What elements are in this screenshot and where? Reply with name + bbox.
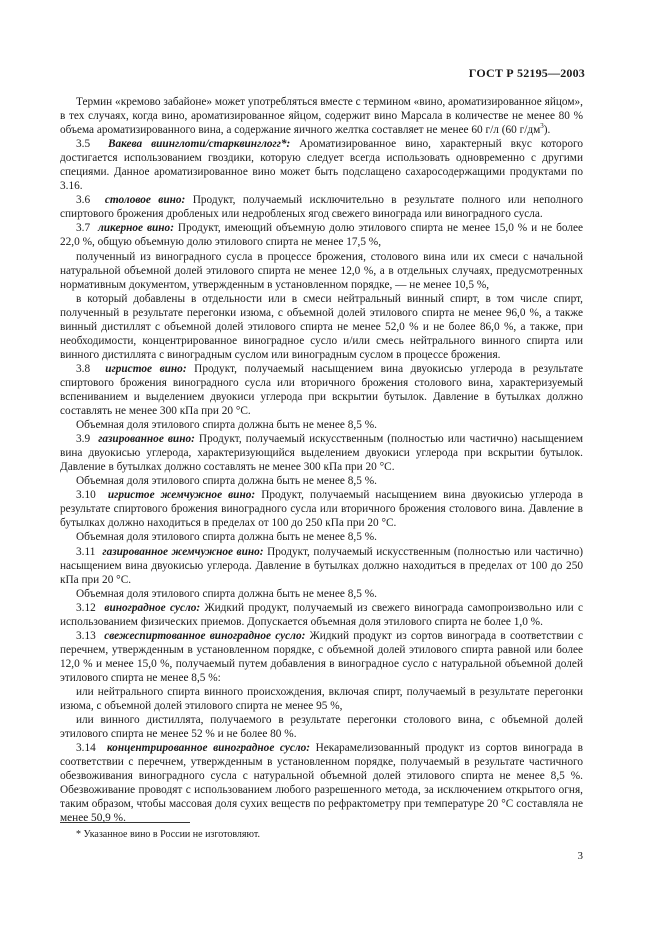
clause-3-10 [60, 488, 583, 530]
clause-number: 3.7 [76, 222, 98, 235]
paragraph [60, 95, 583, 137]
clause-number: 3.9 [76, 433, 99, 446]
defined-term: игристое вино: [105, 362, 187, 375]
paragraph-text: Термин «кремово забайоне» может употребляться вместе с термином «вино, ароматизированное яйцом», в тех случаях, когда вино, ароматизированное яйцом, содержит вино Марсала в количестве не менее 80 % объема ароматизированного вина, а содержание яичного желтка составляет не менее 60 г/л (60 г/дм [60, 96, 583, 137]
paragraph-text: Продукт, получаемый насыщением вина двуокисью углерода в результате спиртового брожения виноградного сусла или вторичного брожения столового вина, характеризуемый вспениванием и выделением двуокиси углерода при вскрытии бутылок. Давление в бутылках должно составлять не менее 300 кПа при 20 °С. [60, 362, 583, 418]
clause-3-5 [60, 137, 583, 193]
paragraph-text: Жидкий продукт из сортов винограда в соответствии с перечнем, утвержденным в установленном порядке, с объемной долей этилового спирта равной или более 12,0 % и менее 15,0 %, получаемый путем добавления в виноградное сусло с натуральной объемной долей этилового спирта не менее 8,5 %: [60, 629, 583, 684]
paragraph [60, 292, 583, 362]
defined-term: Вакева виинглоти/старквинглогг*: [107, 138, 291, 151]
clause-number: 3.5 [76, 138, 108, 151]
paragraph-text: полученный из виноградного сусла в процессе брожения, столового вина или их смеси с начальной натуральной объемной долей этилового спирта не менее 12,0 %, а в отдельных случаях, предусмотренных нормативным документом, утвержденным в установленном порядке, — не менее 10,5 %, [60, 250, 583, 291]
paragraph [60, 418, 583, 432]
paragraph-text: Продукт, получаемый искусственным (полностью или частично) насыщением вина двуокисью углерода, характеризующийся выделением двуокиси углерода при вскрытии бутылок. Давление в бутылках должно составлять не менее 300 кПа при 20 °С. [60, 433, 584, 474]
footnote-separator [60, 822, 190, 823]
paragraph-text: Некарамелизованный продукт из сортов винограда в соответствии с перечнем, утвержденным в установленном порядке, получаемый в результате частичного обезвоживания виноградного сусла с натуральной объемной долей этилового спирта не менее 8,5 %. Обезвоживание проводят с использованием любого разрешенного метода, за исключением открытого огня, таким образом, чтобы массовая доля сухих веществ по рефрактометру при температуре 20 °С составляла не менее 50,9 %. [60, 742, 583, 825]
defined-term: газированное жемчужное вино: [102, 545, 264, 558]
paragraph [60, 474, 583, 488]
superscript: 3 [540, 122, 544, 131]
clause-3-11 [60, 545, 583, 587]
paragraph [60, 713, 583, 741]
defined-term: газированное вино: [98, 433, 195, 446]
paragraph-text: Продукт, получаемый исключительно в результате полного или неполного спиртового брожения дробленых или недробленых ягод свежего винограда или виноградного сусла. [60, 194, 583, 221]
clause-number: 3.10 [76, 489, 108, 502]
paragraph-text: Объемная доля этилового спирта должна быть не менее 8,5 %. [76, 531, 377, 544]
paragraph [60, 685, 583, 713]
clause-number: 3.14 [76, 742, 107, 755]
defined-term: концентрированное виноградное сусло: [106, 742, 311, 755]
paragraph-text: Продукт, получаемый насыщением вина двуокисью углерода в результате спиртового брожения виноградного сусла или вторичного брожения столового вина. Давление в бутылках должно находиться в пределах от 100 до 250 кПа при 20 °С. [60, 489, 583, 530]
clause-number: 3.13 [76, 629, 105, 642]
clause-3-8 [60, 362, 583, 418]
paragraph-text: Продукт, получаемый искусственным (полностью или частично) насыщением вина двуокисью углерода. Давление в бутылках должно находиться в пределах от 100 до 250 кПа при 20 °С. [60, 545, 583, 586]
paragraph-text: Объемная доля этилового спирта должна быть не менее 8,5 %. [76, 419, 377, 432]
clause-number: 3.8 [76, 362, 106, 375]
paragraph-text: или винного дистиллята, получаемого в результате перегонки столового вина, с объемной долей этилового спирта не менее 52 % и не более 80 %. [60, 714, 583, 741]
paragraph-text: Объемная доля этилового спирта должна быть не менее 8,5 %. [76, 587, 377, 600]
clause-number: 3.6 [76, 194, 105, 207]
defined-term: виноградное сусло: [104, 601, 201, 614]
page-number: 3 [577, 850, 583, 862]
paragraph [60, 250, 583, 292]
paragraph-text: Объемная доля этилового спирта должна быть не менее 8,5 %. [76, 475, 377, 488]
main-text [60, 95, 583, 825]
clause-3-14 [60, 741, 583, 825]
paragraph-tail: ). [543, 124, 551, 137]
paragraph-text: Ароматизированное вино, характерный вкус которого достигается использованием гвоздики, которую следует всегда использовать одновременно с другими специями. Данное ароматизированное вино может быть подслащено сахаросодержащими продуктами по 3.16. [60, 138, 584, 193]
clause-3-12 [60, 601, 583, 629]
clause-3-13 [60, 629, 583, 685]
paragraph-text: Продукт, имеющий объемную долю этилового спирта не менее 15,0 % и не более 22,0 %, общую объемную долю этилового спирта не менее 17,5 %, [60, 222, 583, 249]
paragraph [60, 530, 583, 544]
footnote: * Указанное вино в России не изготовляют. [76, 829, 260, 840]
clause-3-9 [60, 432, 583, 474]
clause-number: 3.11 [76, 545, 103, 558]
paragraph-text: или нейтрального спирта винного происхождения, включая спирт, получаемый в результате перегонки изюма, с объемной долей этилового спирта не менее 95 %, [60, 685, 583, 713]
clause-3-7 [60, 221, 583, 249]
defined-term: свежеспиртованное виноградное сусло: [104, 629, 306, 642]
paragraph-text: Жидкий продукт, получаемый из свежего винограда самопроизвольно или с использованием физических приемов. Допускается объемная доля этилового спирта не более 1,0 %. [60, 601, 583, 628]
paragraph [60, 587, 583, 601]
clause-3-6 [60, 193, 583, 221]
defined-term: ликерное вино: [97, 222, 174, 235]
defined-term: столовое вино: [104, 194, 186, 207]
clause-number: 3.12 [76, 601, 105, 614]
defined-term: игристое жемчужное вино: [107, 489, 256, 502]
paragraph-text: в который добавлены в отдельности или в смеси нейтральный винный спирт, в том числе спирт, полученный в результате перегонки изюма, с объемной долей этилового спирта не менее 96,0 %, а также винный дистиллят с объемной долей этилового спирта не менее 52,0 % и не более 86,0 %, а также, при необходимости, концентрированное виноградное сусло и/или смесь нейтрального винного спирта или винного дистиллята с виноградным суслом или виноградным суслом в процессе брожения. [60, 292, 583, 361]
document-id-header: ГОСТ Р 52195—2003 [468, 66, 585, 80]
